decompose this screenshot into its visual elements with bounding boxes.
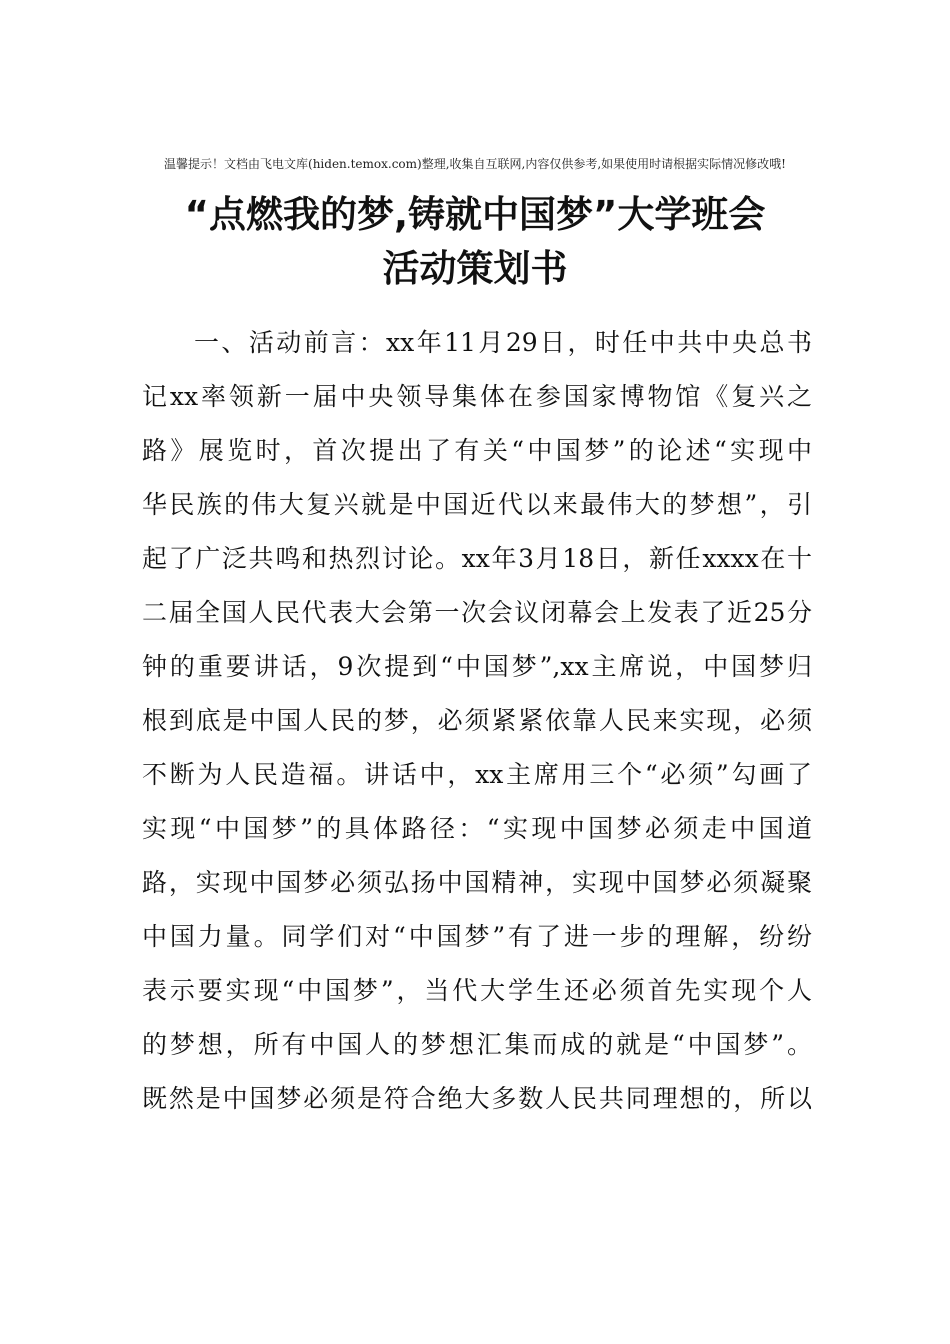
paragraph-line: 的梦想，所有中国人的梦想汇集而成的就是“中国梦”。 <box>142 1030 812 1059</box>
body-text <box>142 316 812 1126</box>
paragraph-line: 表示要实现“中国梦”，当代大学生还必须首先实现个人 <box>142 976 812 1005</box>
paragraph-line: 二届全国人民代表大会第一次会议闭幕会上发表了近25分 <box>142 598 812 627</box>
paragraph-line: 路》展览时，首次提出了有关“中国梦”的论述“实现中 <box>142 436 812 465</box>
paragraph-line: 路，实现中国梦必须弘扬中国精神，实现中国梦必须凝聚 <box>142 868 812 897</box>
paragraph-line: 实现“中国梦”的具体路径：“实现中国梦必须走中国道 <box>142 814 812 843</box>
paragraph-line: 既然是中国梦必须是符合绝大多数人民共同理想的，所以 <box>142 1084 812 1113</box>
paragraph-line: 华民族的伟大复兴就是中国近代以来最伟大的梦想”，引 <box>142 490 812 519</box>
title-line: 活动策划书 <box>382 247 568 290</box>
paragraph-line: 中国力量。同学们对“中国梦”有了进一步的理解，纷纷 <box>142 922 812 951</box>
header-notice: 温馨提示！文档由飞电文库(hiden.temox.com)整理,收集自互联网,内容仅供参考,如果使用时请根据实际情况修改哦! <box>164 157 786 171</box>
paragraph-line: 一、活动前言：xx年11月29日，时任中共中央总书 <box>194 328 812 357</box>
paragraph-line: 起了广泛共鸣和热烈讨论。xx年3月18日，新任xxxx在十 <box>142 544 812 573</box>
title-line: “点燃我的梦,铸就中国梦”大学班会 <box>184 193 766 236</box>
document-title <box>100 188 850 296</box>
paragraph-line: 根到底是中国人民的梦，必须紧紧依靠人民来实现，必须 <box>142 706 812 735</box>
paragraph-line: 记xx率领新一届中央领导集体在参国家博物馆《复兴之 <box>142 382 812 411</box>
paragraph-line: 不断为人民造福。讲话中，xx主席用三个“必须”勾画了 <box>142 760 812 789</box>
paragraph-line: 钟的重要讲话，9次提到“中国梦”,xx主席说，中国梦归 <box>142 652 812 681</box>
